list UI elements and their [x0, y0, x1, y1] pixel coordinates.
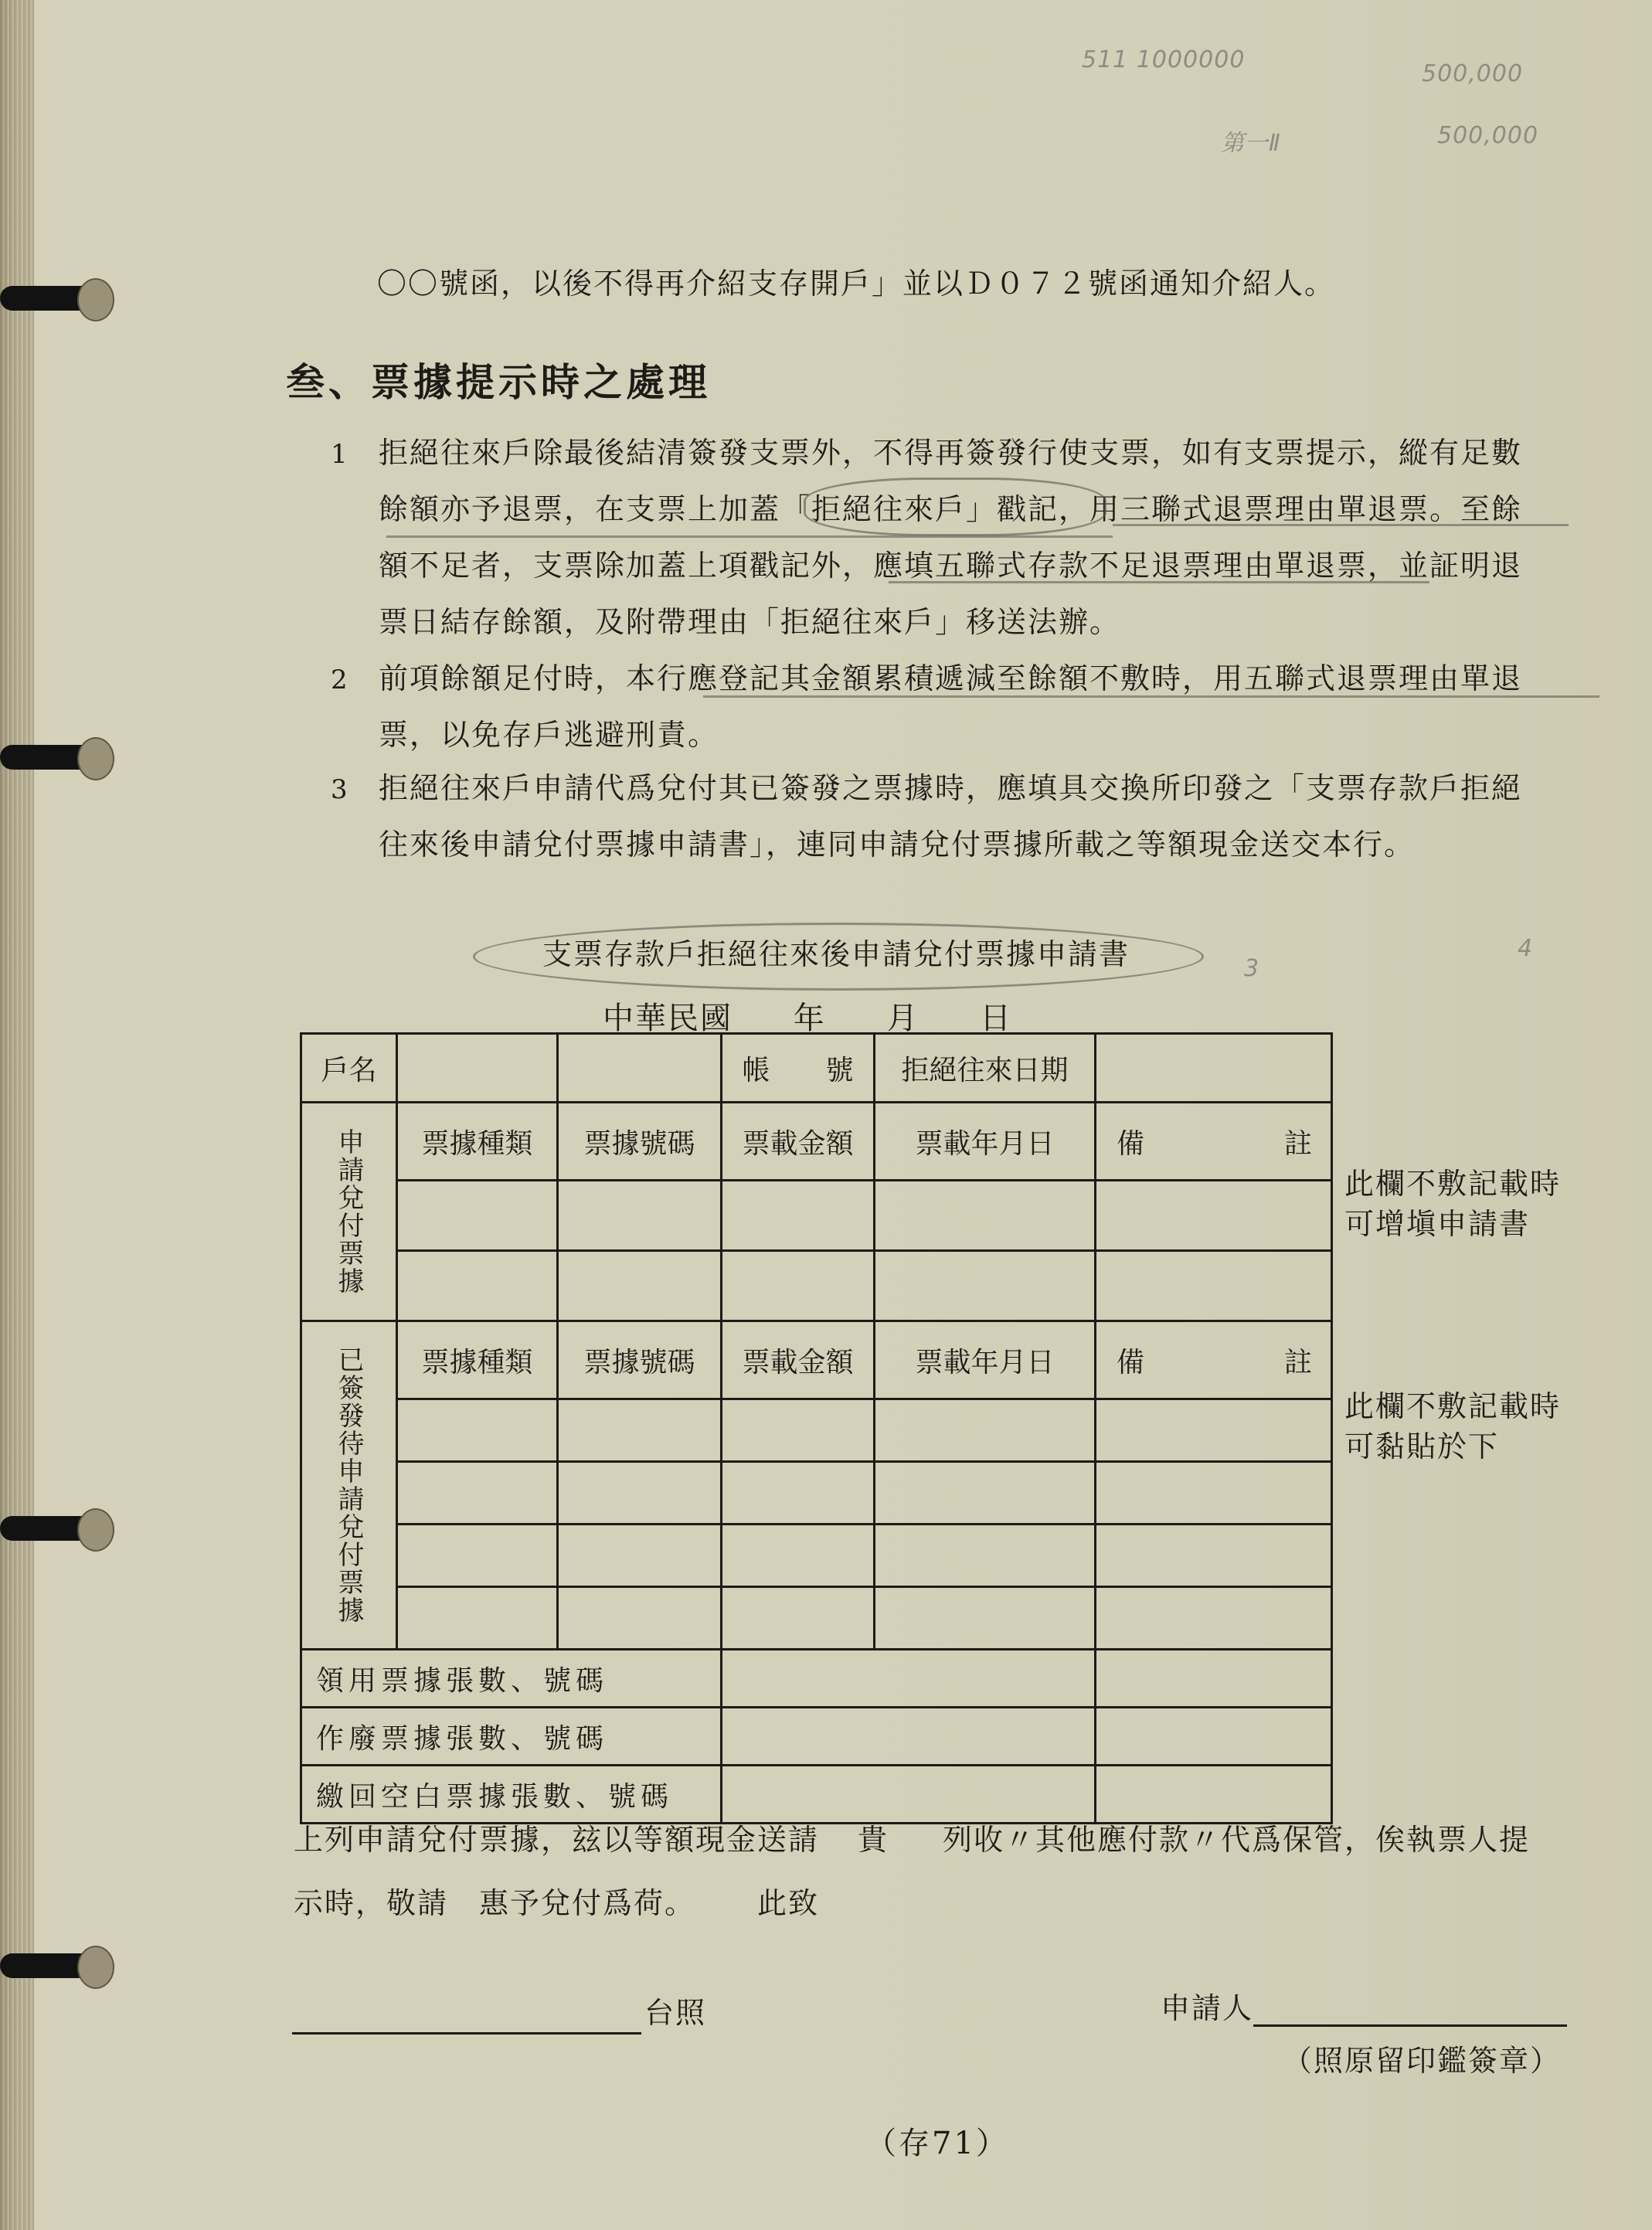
section1-label-cell: [301, 1103, 397, 1321]
table-row: [301, 1251, 1332, 1321]
date-month: 月: [886, 1001, 919, 1036]
clause-1: [331, 425, 1576, 651]
form-cell[interactable]: [558, 1525, 722, 1587]
table-row: [301, 1181, 1332, 1251]
seal-note: （照原留印鑑簽章）: [1283, 2044, 1562, 2078]
column-header: 票據號碼: [558, 1103, 722, 1181]
clause-line: 票日結存餘額，及附帶理由「拒絕往來戶」移送法辦。: [379, 605, 1121, 639]
closing-line: 上列申請兌付票據，玆以等額現金送請 貴 列收〃其他應付款〃代爲保管，俟執票人提: [294, 1823, 1531, 1857]
binder-ring: [0, 1507, 108, 1550]
form-cell[interactable]: [558, 1251, 722, 1321]
account-name-cell[interactable]: [397, 1034, 558, 1103]
form-cell[interactable]: [558, 1399, 722, 1462]
form-cell[interactable]: [397, 1462, 558, 1525]
table-row: [301, 1462, 1332, 1525]
form-cell[interactable]: [397, 1587, 558, 1650]
pencil-underline: [889, 581, 1429, 583]
column-header: 票據種類: [397, 1321, 558, 1399]
form-cell[interactable]: [875, 1587, 1096, 1650]
form-date: [603, 994, 1062, 1038]
pencil-underline: [1113, 524, 1569, 526]
date-era: 中華民國: [603, 1001, 733, 1036]
clause-2: [331, 651, 1576, 763]
page-spine-edge: [0, 0, 34, 2230]
pencil-underline: [703, 695, 1599, 698]
table-row: [301, 1587, 1332, 1650]
closing-line: 示時，敬請 惠予兌付爲荷。 此致: [294, 1886, 820, 1920]
application-form-table: [300, 1032, 1333, 1824]
issued-cheques-label: 領用票據張數、號碼: [301, 1650, 722, 1708]
form-cell[interactable]: [397, 1181, 558, 1251]
form-cell[interactable]: [722, 1181, 875, 1251]
account-name-label: 戶名: [301, 1034, 397, 1103]
section-heading: 叁、票據提示時之處理: [286, 359, 711, 405]
returned-blank-cheques-label: 繳回空白票據張數、號碼: [301, 1766, 722, 1824]
column-header: 票載年月日: [875, 1321, 1096, 1399]
refusal-date-cell[interactable]: [1096, 1034, 1332, 1103]
clause-line: 票，以免存戶逃避刑責。: [379, 718, 719, 752]
table-row: [301, 1034, 1332, 1103]
binder-ring: [0, 1944, 108, 1987]
form-cell[interactable]: [397, 1525, 558, 1587]
pencil-note: 第一Ⅱ: [1221, 130, 1281, 157]
form-cell[interactable]: [558, 1181, 722, 1251]
pencil-circle-mark: [804, 478, 1106, 536]
column-header: 票載金額: [722, 1103, 875, 1181]
form-cell[interactable]: [875, 1251, 1096, 1321]
form-cell[interactable]: [1096, 1708, 1332, 1766]
table-row: [301, 1708, 1332, 1766]
table-row: [301, 1399, 1332, 1462]
date-day: 日: [980, 1001, 1013, 1036]
binder-ring: [0, 277, 108, 320]
form-cell[interactable]: [875, 1399, 1096, 1462]
form-cell[interactable]: [722, 1399, 875, 1462]
form-cell[interactable]: [722, 1462, 875, 1525]
form-cell[interactable]: [722, 1650, 1096, 1708]
section1-label: 申請兌付票據: [333, 1128, 364, 1295]
clause-line: 拒絕往來戶申請代爲兌付其已簽發之票據時，應填具交換所印發之「支票存款戶拒絕: [379, 771, 1523, 805]
pencil-note: 4: [1518, 935, 1534, 962]
form-cell[interactable]: [1096, 1766, 1332, 1824]
pencil-note: 511 1000000: [1082, 46, 1246, 73]
form-cell[interactable]: [1096, 1587, 1332, 1650]
remark-header: 備 註: [1096, 1321, 1332, 1399]
account-no-label: 帳 號: [722, 1034, 875, 1103]
form-cell[interactable]: [875, 1181, 1096, 1251]
addressee-suffix: 台照: [644, 1996, 707, 2030]
form-cell[interactable]: [558, 1587, 722, 1650]
column-header: 票據號碼: [558, 1321, 722, 1399]
date-year: 年: [793, 1001, 826, 1036]
form-cell[interactable]: [1096, 1251, 1332, 1321]
clause-line: 前項餘額足付時，本行應登記其金額累積遞減至餘額不敷時，用五聯式退票理由單退: [379, 661, 1523, 695]
form-cell[interactable]: [1096, 1462, 1332, 1525]
section2-label-cell: [301, 1321, 397, 1650]
table-row: [301, 1650, 1332, 1708]
clause-3: [331, 760, 1576, 873]
voided-cheques-label: 作廢票據張數、號碼: [301, 1708, 722, 1766]
applicant-label: 申請人: [1161, 1991, 1254, 2025]
clause-line: 額不足者，支票除加蓋上項戳記外，應填五聯式存款不足退票理由單退票，並証明退: [379, 549, 1523, 583]
clause-line: 往來後申請兌付票據申請書」，連同申請兌付票據所載之等額現金送交本行。: [379, 828, 1416, 862]
addressee-line: [292, 2032, 641, 2035]
form-cell[interactable]: [397, 1399, 558, 1462]
table-row: [301, 1766, 1332, 1824]
clause-line: 餘額亦予退票，在支票上加蓋「拒絕往來戶」戳記，用三聯式退票理由單退票。至餘: [379, 492, 1523, 526]
intro-line: 〇〇號函，以後不得再介紹支存開戶」並以Ｄ０７２號函通知介紹人。: [377, 267, 1336, 301]
account-name-cell[interactable]: [558, 1034, 722, 1103]
form-cell[interactable]: [722, 1525, 875, 1587]
form-cell[interactable]: [722, 1587, 875, 1650]
refusal-date-label: 拒絕往來日期: [875, 1034, 1096, 1103]
clause-number: 1: [331, 439, 349, 470]
form-cell[interactable]: [722, 1766, 1096, 1824]
clause-number: 3: [331, 774, 349, 805]
side-note: 此欄不敷記載時 可黏貼於下: [1344, 1389, 1562, 1463]
clause-line: 拒絕往來戶除最後結清簽發支票外，不得再簽發行使支票，如有支票提示，縱有足數: [379, 436, 1523, 470]
form-cell[interactable]: [1096, 1181, 1332, 1251]
form-title: 支票存款戶拒絕往來後申請兌付票據申請書: [542, 937, 1130, 971]
page-number: （存71）: [865, 2126, 1009, 2161]
pencil-note: 500,000: [1422, 60, 1524, 87]
pencil-note: 500,000: [1437, 122, 1539, 149]
section2-label: 已簽發待申請兌付票據: [333, 1346, 364, 1624]
remark-header: 備 註: [1096, 1103, 1332, 1181]
side-note: 此欄不敷記載時 可增塡申請書: [1344, 1167, 1562, 1241]
form-cell[interactable]: [397, 1251, 558, 1321]
form-cell[interactable]: [722, 1251, 875, 1321]
table-row: [301, 1103, 1332, 1181]
form-cell[interactable]: [558, 1462, 722, 1525]
form-cell[interactable]: [722, 1708, 1096, 1766]
form-cell[interactable]: [1096, 1525, 1332, 1587]
column-header: 票載金額: [722, 1321, 875, 1399]
clause-number: 2: [331, 665, 349, 695]
pencil-note: 3: [1244, 955, 1260, 982]
table-row: [301, 1321, 1332, 1399]
column-header: 票載年月日: [875, 1103, 1096, 1181]
column-header: 票據種類: [397, 1103, 558, 1181]
binder-ring: [0, 736, 108, 779]
form-cell[interactable]: [875, 1525, 1096, 1587]
applicant-signature-line[interactable]: [1253, 2024, 1567, 2027]
form-cell[interactable]: [1096, 1399, 1332, 1462]
table-row: [301, 1525, 1332, 1587]
form-cell[interactable]: [1096, 1650, 1332, 1708]
pencil-underline: [386, 535, 1113, 538]
form-cell[interactable]: [875, 1462, 1096, 1525]
